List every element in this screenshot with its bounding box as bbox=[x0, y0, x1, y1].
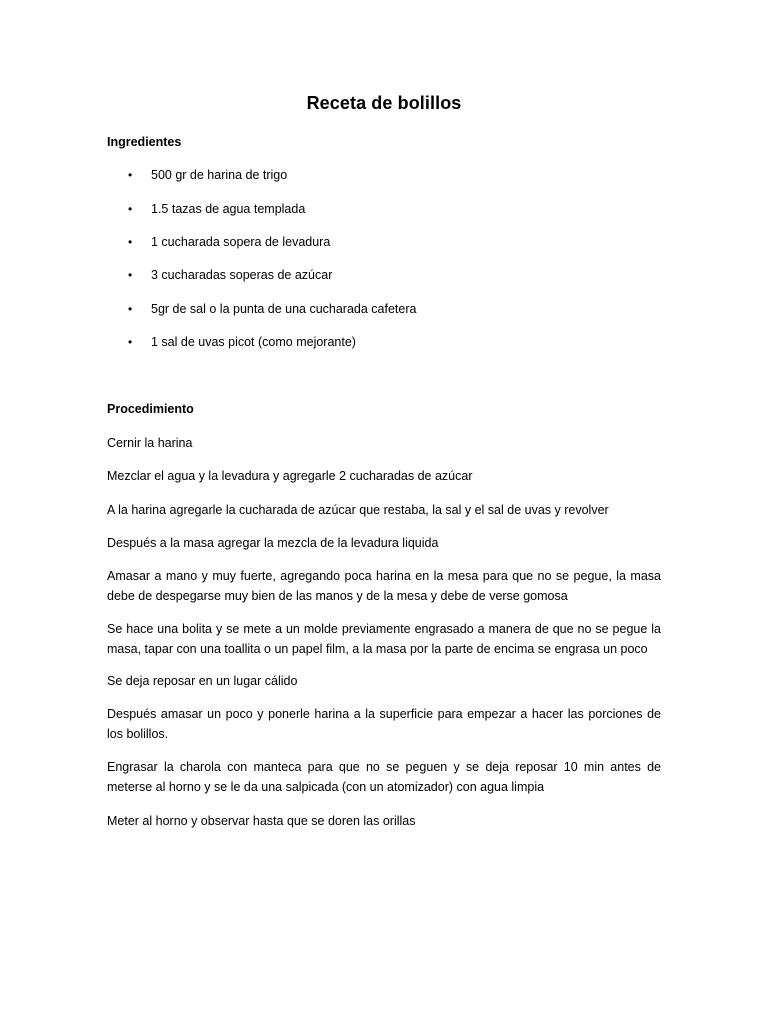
ingredient-text: 1 sal de uvas picot (como mejorante) bbox=[151, 335, 356, 349]
procedure-heading: Procedimiento bbox=[107, 402, 194, 416]
procedure-step: Mezclar el agua y la levadura y agregarle 2 cucharadas de azúcar bbox=[107, 469, 473, 483]
procedure-step: A la harina agregarle la cucharada de azúcar que restaba, la sal y el sal de uvas y revolver bbox=[107, 503, 609, 517]
bullet-icon: • bbox=[128, 202, 133, 216]
procedure-step: Meter al horno y observar hasta que se doren las orillas bbox=[107, 814, 416, 828]
procedure-step: Después amasar un poco y ponerle harina a la superficie para empezar a hacer las porciones de los bolillos. bbox=[107, 707, 661, 741]
procedure-step: Se deja reposar en un lugar cálido bbox=[107, 674, 298, 688]
ingredient-text: 1 cucharada sopera de levadura bbox=[151, 235, 331, 249]
ingredients-heading: Ingredientes bbox=[107, 135, 182, 149]
bullet-icon: • bbox=[128, 268, 133, 282]
ingredient-text: 5gr de sal o la punta de una cucharada cafetera bbox=[151, 302, 417, 316]
procedure-step: Engrasar la charola con manteca para que no se peguen y se deja reposar 10 min antes de meterse al horno y se le da una salpicada (con un atomizador) con agua limpia bbox=[107, 760, 661, 794]
procedure-step: Después a la masa agregar la mezcla de la levadura liquida bbox=[107, 536, 439, 550]
document-title: Receta de bolillos bbox=[306, 93, 462, 113]
ingredient-text: 1.5 tazas de agua templada bbox=[151, 202, 306, 216]
bullet-icon: • bbox=[128, 235, 133, 249]
bullet-icon: • bbox=[128, 168, 133, 182]
bullet-icon: • bbox=[128, 335, 133, 349]
bullet-icon: • bbox=[128, 302, 133, 316]
ingredient-text: 500 gr de harina de trigo bbox=[151, 168, 288, 182]
procedure-step: Se hace una bolita y se mete a un molde previamente engrasado a manera de que no se pegue la masa, tapar con una toallita o un papel film, a la masa por la parte de encima se engrasa un poco bbox=[107, 622, 661, 656]
procedure-step: Amasar a mano y muy fuerte, agregando poca harina en la mesa para que no se pegue, la masa debe de despegarse muy bien de las manos y de la mesa y debe de verse gomosa bbox=[107, 569, 661, 603]
procedure-step: Cernir la harina bbox=[107, 436, 193, 450]
ingredient-text: 3 cucharadas soperas de azúcar bbox=[151, 268, 333, 282]
